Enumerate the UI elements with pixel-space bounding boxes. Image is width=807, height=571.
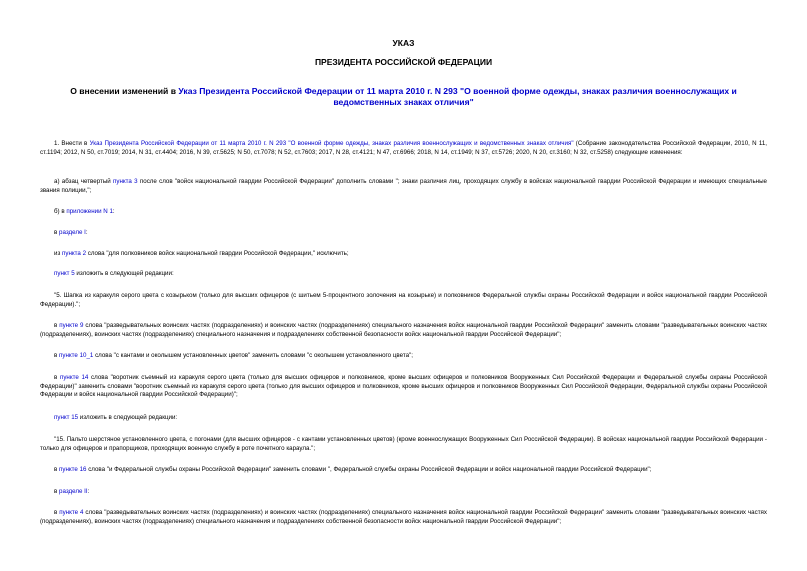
- p15-link[interactable]: пункте 4: [59, 509, 84, 516]
- p14-suffix: :: [87, 488, 90, 495]
- p9-link[interactable]: пункте 10_1: [59, 352, 94, 359]
- paragraph-3: [40, 208, 767, 217]
- p13-prefix: в: [54, 466, 60, 473]
- document-title: УКАЗ: [392, 38, 415, 48]
- subject-prefix: О внесении изменений в: [70, 86, 179, 96]
- paragraph-14: [40, 488, 767, 497]
- p11-link[interactable]: пункт 15: [54, 414, 79, 421]
- p1-decree-link[interactable]: Указ Президента Российской Федерации от 11 марта 2010 г. N 293 "О военной форме одежды, знаках различия военнослужащих и ведомственных знаках отличия": [89, 140, 574, 147]
- p15-prefix: в: [54, 509, 60, 516]
- p5-link[interactable]: пункта 2: [62, 250, 87, 257]
- paragraph-13: [40, 466, 767, 475]
- p6-suffix: изложить в следующей редакции:: [74, 270, 174, 277]
- paragraph-4: [40, 229, 767, 238]
- subject-decree-link[interactable]: Указ Президента Российской Федерации от 11 марта 2010 г. N 293 "О военной форме одежды, знаках различия военнослужащих и ведомственных знаках отличия": [178, 86, 737, 107]
- p5-prefix: из: [54, 250, 63, 257]
- p8-prefix: в: [54, 322, 60, 329]
- p3-suffix: :: [112, 208, 115, 215]
- p2-prefix: а) абзац четвертый: [54, 178, 114, 185]
- p8-link[interactable]: пункте 9: [59, 322, 84, 329]
- p10-link[interactable]: пункте 14: [59, 374, 89, 381]
- paragraph-6: [40, 270, 767, 279]
- paragraph-9: [40, 352, 767, 361]
- p4-prefix: в: [54, 229, 60, 236]
- document-subject: [40, 86, 767, 108]
- p4-suffix: :: [85, 229, 88, 236]
- p2-suffix: после слов "войск национальной гвардии Российской Федерации" дополнить словами "; знаки различия лиц, проходящих службу в войсках национальной гвардии Российской Федерации и имеющих специальные звания полиции,";: [40, 178, 767, 194]
- p3-prefix: б) в: [54, 208, 67, 215]
- p13-link[interactable]: пункте 16: [59, 466, 87, 473]
- p14-prefix: в: [54, 488, 60, 495]
- p10-prefix: в: [54, 374, 60, 381]
- p11-suffix: изложить в следующей редакции:: [78, 414, 178, 421]
- paragraph-5: [40, 250, 767, 259]
- paragraph-11: [40, 414, 767, 423]
- p9-prefix: в: [54, 352, 60, 359]
- paragraph-8: [40, 322, 767, 339]
- p4-link[interactable]: разделе I: [59, 229, 86, 236]
- p8-suffix: слова "разведывательных воинских частях (подразделениях) и воинских частях (подразделениях) специального назначения войск национальной гвардии Российской Федерации" заменить словами "разведывательных воинских частях (подразделениях), воинских частях (подразделениях) специального назначения и подразделениях собственной безопасности войск национальной гвардии Российской Федерации";: [40, 322, 767, 338]
- p13-suffix: слова "и Федеральной службы охраны Российской Федерации" заменить словами ", Федеральной службы охраны Российской Федерации и войск национальной гвардии Российской Федерации";: [86, 466, 652, 473]
- p3-link[interactable]: приложении N 1: [66, 208, 113, 215]
- p1-prefix: 1. Внести в: [54, 140, 90, 147]
- p15-suffix: слова "разведывательных воинских частях (подразделениях) и воинских частях (подразделениях) специального назначения войск национальной гвардии Российской Федерации" заменить словами "разведывательных воинских частях (подразделениях), воинских частях (подразделениях) специального назначения и подразделениях собственной безопасности войск национальной гвардии Российской Федерации";: [40, 509, 767, 525]
- p2-link[interactable]: пункта 3: [113, 178, 138, 185]
- p1-suffix: (Собрание законодательства Российской Федерации, 2010, N 11, ст.1194; 2012, N 50, ст.7019; 2014, N 31, ст.4404; 2016, N 39, ст.5625; N 50, ст.7078; N 52, ст.7603; 2017, N 28, ст.4121; N 47, ст.6966; 2018, N 14, ст.1949; N 37, ст.5726; 2020, N 20, ст.3160; N 32, ст.5258) следующие изменения:: [40, 140, 767, 156]
- paragraph-7: "5. Шапка из каракуля серого цвета с козырьком (только для высших офицеров (с шитьем 5-процентного золочения на козырьке) и полковников Федеральной службы охраны Российской Федерации и войск национальной гвардии Российской Федерации).";: [40, 292, 767, 308]
- paragraph-12: "15. Пальто шерстяное установленного цвета, с погонами (для высших офицеров - с кантами установленных цветов) (кроме военнослужащих Вооруженных Сил Российской Федерации). В войсках национальной гвардии Российской Федерации - только для офицеров и прапорщиков, проходящих военную службу в роте почетного караула.";: [40, 436, 767, 452]
- p6-link[interactable]: пункт 5: [54, 270, 75, 277]
- paragraph-2: [40, 178, 767, 195]
- p9-suffix: слова "с кантами и околышем установленных цветов" заменить словами "с околышем установленного цвета";: [93, 352, 413, 359]
- p10-suffix: слова "воротник съемный из каракуля серого цвета (только для высших офицеров и полковников, кроме высших офицеров и полковников Вооруженных Сил Российской Федерации и Федеральной службы охраны Российской Федерации)" заменить словами "воротник съемный из каракуля серого цвета (только для высших офицеров и полковников, кроме высших офицеров и полковников Вооруженных Сил Российской Федерации, Федеральной службы охраны Российской Федерации и войск национальной гвардии Российской Федерации)";: [40, 374, 767, 399]
- paragraph-15: [40, 509, 767, 526]
- document-issuer: ПРЕЗИДЕНТА РОССИЙСКОЙ ФЕДЕРАЦИИ: [314, 57, 493, 67]
- p5-suffix: слова "для полковников войск национальной гвардии Российской Федерации," исключить;: [86, 250, 349, 257]
- paragraph-1: [40, 140, 767, 157]
- paragraph-10: [40, 374, 767, 400]
- p14-link[interactable]: разделе II: [59, 488, 88, 495]
